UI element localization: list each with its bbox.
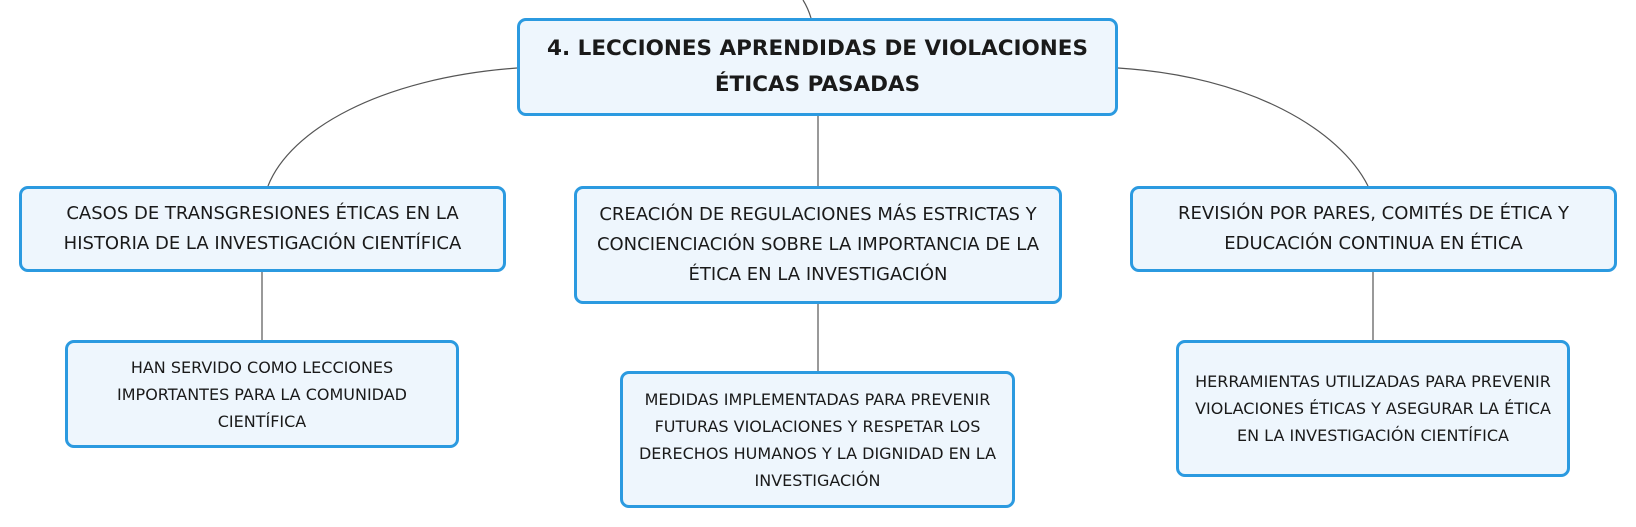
child-node-2[interactable] [620, 371, 1015, 508]
root-topic-label: 4. LECCIONES APRENDIDAS DE VIOLACIONES ÉTICAS PASADAS [547, 36, 1088, 97]
branch-node-3[interactable] [1130, 186, 1617, 272]
branch-node-1[interactable] [19, 186, 506, 272]
branch-label-2: CREACIÓN DE REGULACIONES MÁS ESTRICTAS Y CONCIENCIACIÓN SOBRE LA IMPORTANCIA DE LA ÉTICA EN LA INVESTIGACIÓN [596, 204, 1040, 285]
child-label-3: HERRAMIENTAS UTILIZADAS PARA PREVENIR VIOLACIONES ÉTICAS Y ASEGURAR LA ÉTICA EN LA INVESTIGACIÓN CIENTÍFICA [1195, 372, 1551, 445]
connector-root-to-branch-1 [268, 68, 517, 186]
branch-label-1: CASOS DE TRANSGRESIONES ÉTICAS EN LA HISTORIA DE LA INVESTIGACIÓN CIENTÍFICA [63, 203, 462, 254]
child-label-1: HAN SERVIDO COMO LECCIONES IMPORTANTES PARA LA COMUNIDAD CIENTÍFICA [117, 357, 407, 431]
branch-label-3: REVISIÓN POR PARES, COMITÉS DE ÉTICA Y EDUCACIÓN CONTINUA EN ÉTICA [1178, 203, 1569, 254]
connector-root-to-branch-3 [1118, 68, 1368, 186]
connector-incoming-parent [803, 0, 811, 18]
branch-node-2[interactable] [574, 186, 1062, 304]
child-label-2: MEDIDAS IMPLEMENTADAS PARA PREVENIR FUTURAS VIOLACIONES Y RESPETAR LOS DERECHOS HUMANOS Y LA DIGNIDAD EN LA INVESTIGACIÓN [638, 389, 997, 490]
child-node-3[interactable] [1176, 340, 1570, 477]
root-topic-node[interactable] [517, 18, 1118, 116]
child-node-1[interactable] [65, 340, 459, 448]
